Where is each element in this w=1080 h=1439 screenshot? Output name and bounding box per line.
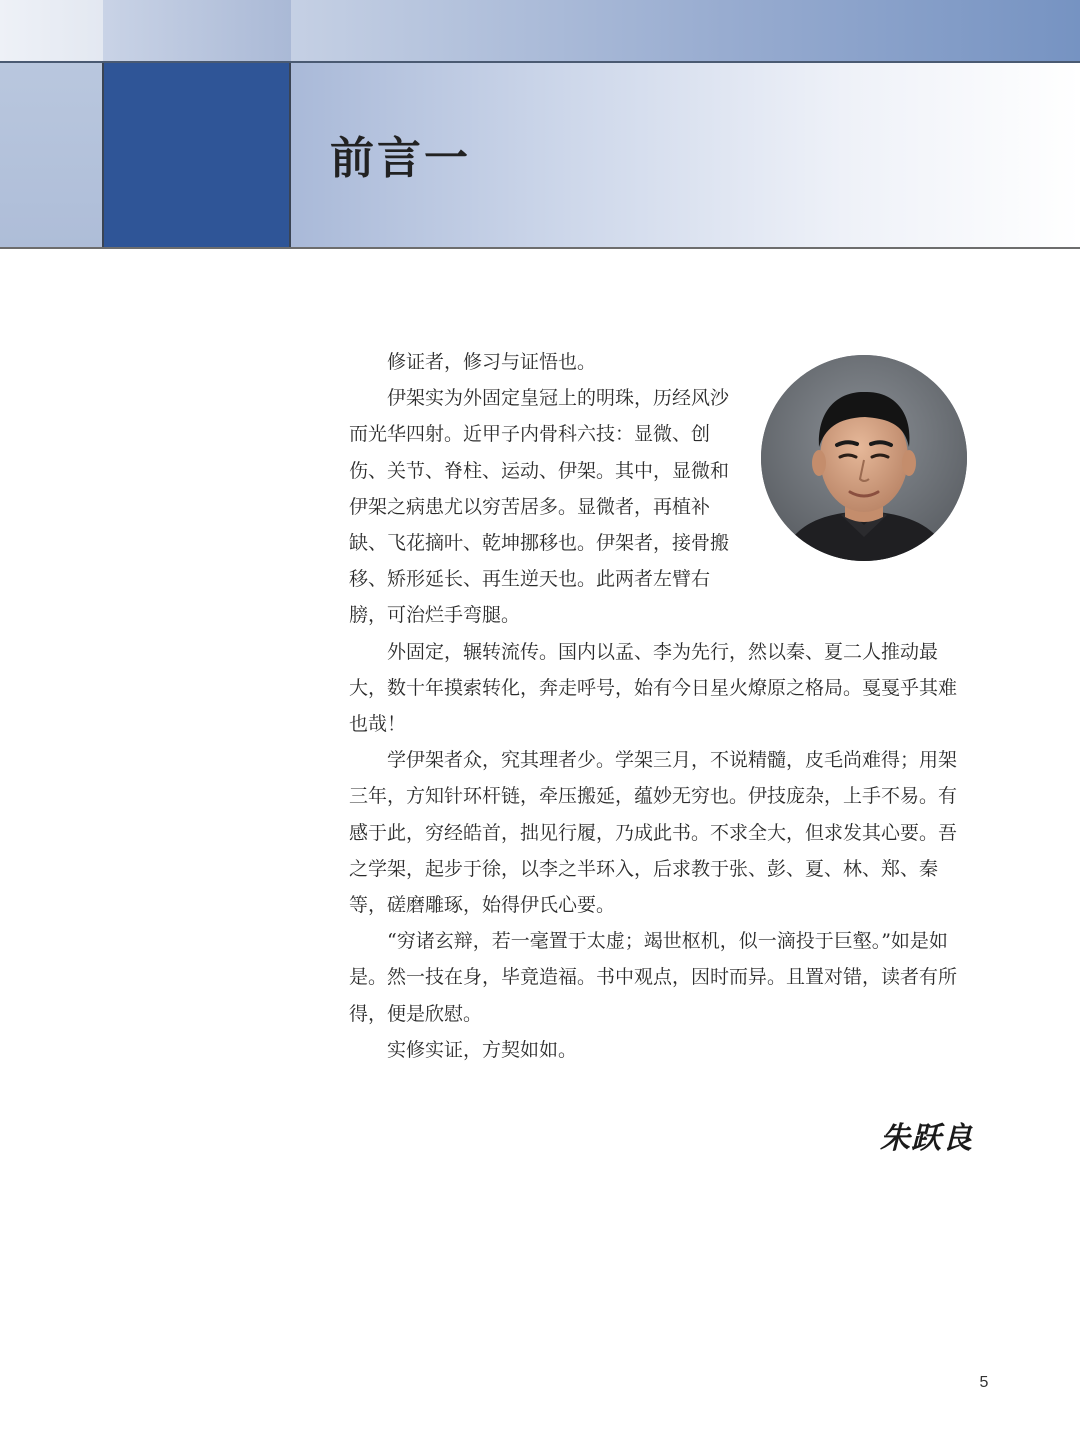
header-rule: [0, 247, 1080, 249]
header-top-cell-left: [0, 0, 103, 62]
preface-paragraph: 实修实证，方契如如。: [387, 1038, 578, 1061]
header-top-cell-right: [291, 0, 1080, 62]
header-block-light: [0, 62, 102, 248]
preface-paragraph: 修证者，修习与证悟也。: [387, 351, 597, 373]
preface-body: [349, 344, 969, 1068]
page-title: 前言一: [330, 133, 471, 184]
preface-paragraph: 学伊架者众，究其理者少。学架三月，不说精髓，皮毛尚难得；用架三年，方知针环杆链，牵压搬延，蕴妙无穷也。伊技庞杂，上手不易。有感于此，穷经皓首，拙见行履，乃成此书。不求全大，但求发其心要。吾之学架，起步于徐，以李之半环入，后求教于张、彭、夏、林、郑、秦等，磋磨雕琢，始得伊氏心要。: [349, 749, 958, 917]
preface-paragraph: 外固定，辗转流传。国内以孟、李为先行，然以秦、夏二人推动最大，数十年摸索转化，奔走呼号，始有今日星火燎原之格局。戛戛乎其难也哉！: [349, 640, 958, 736]
header-top-cell-middle: [103, 0, 291, 62]
author-signature: 朱跃良: [880, 1121, 973, 1156]
header-top-band: [0, 0, 1080, 62]
header-block-dark: [104, 62, 289, 248]
preface-paragraph: 伊架实为外固定皇冠上的明珠，历经风沙而光华四射。近甲子内骨科六技：显微、创伤、关节、脊柱、运动、伊架。其中，显微和伊架之病患尤以穷苦居多。显微者，再植补缺、飞花摘叶、乾坤挪移也。伊架者，接骨搬移、矫形延长、再生逆天也。此两者左臂右膀，可治烂手弯腿。: [349, 387, 730, 627]
page-number: 5: [979, 1374, 989, 1391]
header-main-band: [0, 62, 1080, 248]
preface-paragraph: “穷诸玄辩，若一毫置于太虚；竭世枢机，似一滴投于巨壑。”如是如是。然一技在身，毕竟造福。书中观点，因时而异。且置对错，读者有所得，便是欣慰。: [349, 930, 958, 1025]
header-rule: [0, 61, 1080, 63]
